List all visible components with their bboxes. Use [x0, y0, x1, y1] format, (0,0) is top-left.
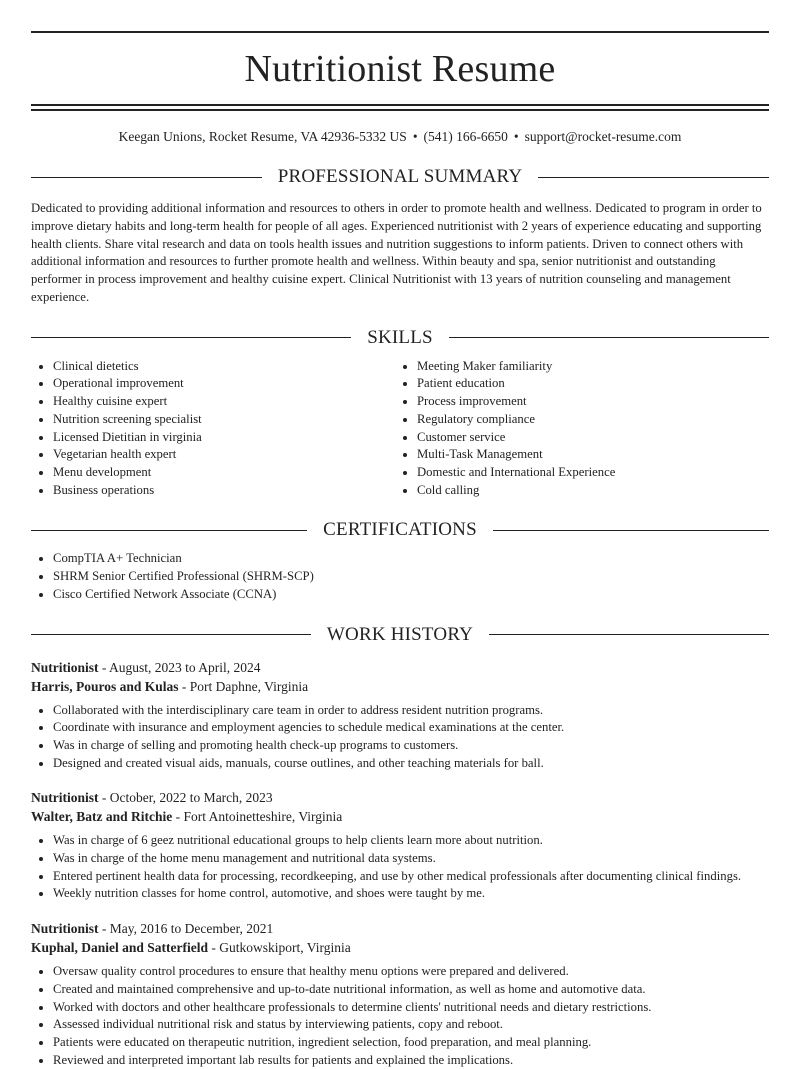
skill-item: • Healthy cuisine expert	[53, 393, 395, 411]
job-bullets	[31, 963, 769, 1069]
job-role: Nutritionist	[31, 659, 99, 675]
job-entry	[31, 658, 769, 773]
job-entry	[31, 919, 769, 1069]
job-bullet: • Was in charge of the home menu management and nutritional data systems.	[53, 850, 769, 868]
job-title-line	[31, 788, 769, 807]
top-rule	[31, 31, 769, 33]
heading-rule	[538, 177, 769, 178]
job-company: Harris, Pouros and Kulas	[31, 678, 179, 694]
job-bullets	[31, 832, 769, 903]
heading-rule	[31, 177, 262, 178]
job-dates: - May, 2016 to December, 2021	[98, 921, 274, 937]
skill-item: • Operational improvement	[53, 375, 395, 393]
summary-text: Dedicated to providing additional information and resources to others in order to promote health and wellness. Dedicated to program in order to improve dietary habits and long-term health for people of all ages. Experienced nutritionist with 2 years of experience educating and supporting health clients. Share vital research and data on tools health issues and nutrition suggestions to inform patients. Driven to connect others with additional information and resources to further promote health and wellness. Within beauty and spa, senior nutritionist and outstanding performer in process improvement and healthy cuisine expert. Clinical Nutritionist with 13 years of nutrition counseling and management experience.	[31, 201, 762, 304]
skill-item: • Process improvement	[417, 393, 759, 411]
skill-item: • Regulatory compliance	[417, 411, 759, 429]
certifications-section	[31, 550, 769, 603]
certification-item: • SHRM Senior Certified Professional (SHRM-SCP)	[53, 568, 769, 586]
resume-page	[31, 31, 769, 1069]
summary-heading-label: PROFESSIONAL SUMMARY	[277, 166, 523, 187]
work-history-heading-label: WORK HISTORY	[326, 623, 474, 645]
skill-item: • Nutrition screening specialist	[53, 411, 395, 429]
summary-heading	[31, 166, 769, 188]
job-bullet: • Weekly nutrition classes for home control, automotive, and shoes were taught by me.	[53, 885, 769, 903]
heading-rule	[31, 634, 311, 635]
skills-left-list	[31, 358, 395, 500]
job-company-line	[31, 807, 769, 826]
work-history-heading	[31, 624, 769, 646]
certifications-heading-label: CERTIFICATIONS	[323, 519, 477, 541]
skill-item: • Cold calling	[417, 482, 759, 500]
job-company: Walter, Batz and Ritchie	[31, 809, 173, 825]
title-double-rule	[31, 104, 769, 111]
heading-rule	[31, 337, 351, 338]
job-bullet: • Reviewed and interpreted important lab results for patients and explained the implications.	[53, 1052, 769, 1069]
contact-email[interactable]: support@rocket-resume.com	[524, 129, 682, 144]
skills-left-column	[31, 358, 395, 500]
heading-rule	[31, 530, 307, 531]
heading-rule	[489, 634, 769, 635]
skill-item: • Meeting Maker familiarity	[417, 358, 759, 376]
skill-item: • Clinical dietetics	[53, 358, 395, 376]
job-bullet: • Designed and created visual aids, manuals, course outlines, and other teaching materials for ball.	[53, 755, 769, 773]
job-bullet: • Was in charge of selling and promoting health check-up programs to customers.	[53, 737, 769, 755]
job-location: - Gutkowskiport, Virginia	[208, 940, 351, 956]
skill-item: • Business operations	[53, 482, 395, 500]
contact-address: Keegan Unions, Rocket Resume, VA 42936-5332 US	[118, 129, 407, 144]
skills-heading	[31, 327, 769, 349]
job-role: Nutritionist	[31, 921, 99, 937]
resume-title: Nutritionist Resume	[244, 48, 556, 90]
job-dates: - October, 2022 to March, 2023	[98, 790, 273, 806]
contact-separator: •	[513, 129, 519, 144]
skill-item: • Menu development	[53, 464, 395, 482]
skill-item: • Vegetarian health expert	[53, 446, 395, 464]
skill-item: • Licensed Dietitian in virginia	[53, 429, 395, 447]
certification-item: • CompTIA A+ Technician	[53, 550, 769, 568]
job-bullet: • Created and maintained comprehensive and up-to-date nutritional information, as well as home and automotive data.	[53, 981, 769, 999]
job-bullet: • Worked with doctors and other healthcare professionals to determine clients' nutritional needs and dietary restrictions.	[53, 999, 769, 1017]
job-dates: - August, 2023 to April, 2024	[98, 659, 261, 675]
job-title-line	[31, 658, 769, 677]
job-bullet: • Collaborated with the interdisciplinary care team in order to address resident nutrition programs.	[53, 702, 769, 720]
job-title-line	[31, 919, 769, 938]
job-location: - Fort Antoinetteshire, Virginia	[172, 809, 343, 825]
skills-heading-label: SKILLS	[367, 326, 433, 348]
heading-rule	[449, 337, 769, 338]
skill-item: • Multi-Task Management	[417, 446, 759, 464]
heading-rule	[493, 530, 769, 531]
contact-separator: •	[412, 129, 418, 144]
job-bullet: • Coordinate with insurance and employment agencies to schedule medical examinations at the center.	[53, 719, 769, 737]
job-bullets	[31, 702, 769, 773]
job-entry	[31, 788, 769, 903]
skills-right-list	[395, 358, 759, 500]
job-company-line	[31, 677, 769, 696]
job-bullet: • Assessed individual nutritional risk and status by interviewing patients, copy and reboot.	[53, 1016, 769, 1034]
job-bullet: • Oversaw quality control procedures to ensure that healthy menu options were prepared and delivered.	[53, 963, 769, 981]
contact-line	[31, 128, 769, 146]
certification-item: • Cisco Certified Network Associate (CCNA)	[53, 586, 769, 604]
contact-phone: (541) 166-6650	[423, 129, 508, 144]
skills-columns	[31, 358, 769, 500]
job-role: Nutritionist	[31, 790, 99, 806]
job-company-line	[31, 938, 769, 957]
job-bullet: • Entered pertinent health data for processing, recordkeeping, and use by other medical professionals after documenting clinical findings.	[53, 868, 769, 886]
job-company: Kuphal, Daniel and Satterfield	[31, 940, 209, 956]
job-bullet: • Was in charge of 6 geez nutritional educational groups to help clients learn more about nutrition.	[53, 832, 769, 850]
certifications-list	[31, 550, 769, 603]
skill-item: • Customer service	[417, 429, 759, 447]
skill-item: • Patient education	[417, 375, 759, 393]
skills-right-column	[395, 358, 759, 500]
certifications-heading	[31, 519, 769, 541]
skill-item: • Domestic and International Experience	[417, 464, 759, 482]
job-bullet: • Patients were educated on therapeutic nutrition, ingredient selection, food preparation, and meal planning.	[53, 1034, 769, 1052]
job-location: - Port Daphne, Virginia	[178, 678, 309, 694]
